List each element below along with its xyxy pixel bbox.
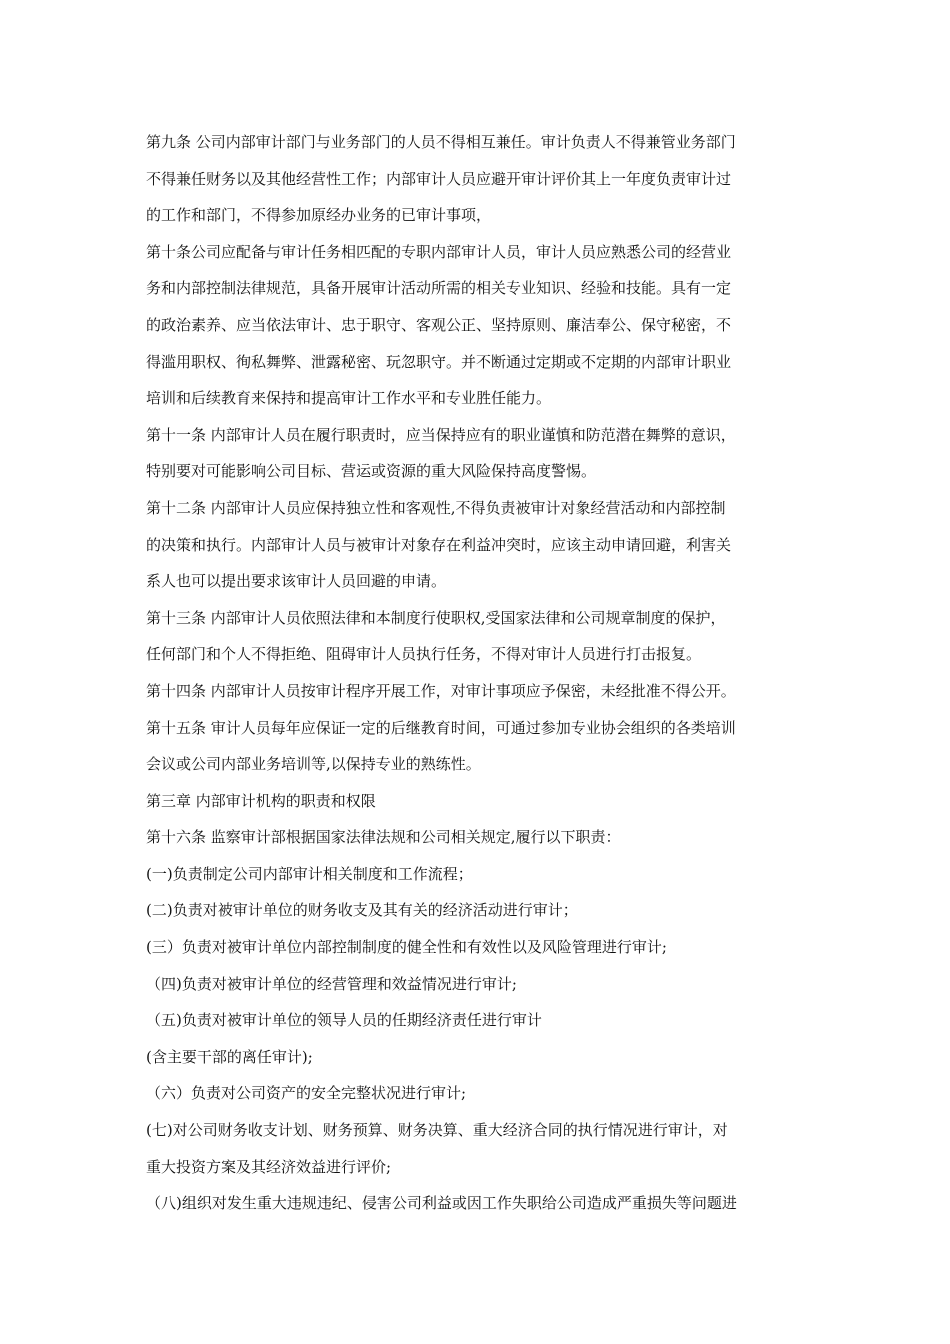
text-line: 重大投资方案及其经济效益进行评价; [146, 1157, 392, 1176]
text-line: 第十三条 内部审计人员依照法律和本制度行使职权,受国家法律和公司规章制度的保护， [146, 608, 726, 627]
list-item: （四)负责对被审计单位的经营管理和效益情况进行审计; [146, 974, 517, 993]
text-line: 的工作和部门，不得参加原经办业务的已审计事项， [146, 206, 492, 225]
list-item: (二)负责对被审计单位的财务收支及其有关的经济活动进行审计； [146, 901, 578, 920]
text-line: (含主要干部的离任审计); [146, 1047, 313, 1066]
text-line: 培训和后续教育来保持和提高审计工作水平和专业胜任能力。 [146, 389, 552, 408]
text-line: 不得兼任财务以及其他经营性工作；内部审计人员应避开审计评价其上一年度负责审计过 [146, 169, 732, 188]
text-line: 第十五条 审计人员每年应保证一定的后继教育时间，可通过参加专业协会组织的各类培训 [146, 718, 736, 737]
text-line: 特别要对可能影响公司目标、营运或资源的重大风险保持高度警惕。 [146, 462, 597, 481]
text-line: 系人也可以提出要求该审计人员回避的申请。 [146, 572, 447, 591]
text-line: 第十条公司应配备与审计任务相匹配的专职内部审计人员，审计人员应熟悉公司的经营业 [146, 242, 732, 261]
text-line: 第十一条 内部审计人员在履行职责时，应当保持应有的职业谨慎和防范潜在舞弊的意识， [146, 425, 736, 444]
document-body [146, 124, 810, 1222]
list-item: （八)组织对发生重大违规违纪、侵害公司利益或因工作失职给公司造成严重损失等问题进 [146, 1194, 737, 1213]
text-line: 第十二条 内部审计人员应保持独立性和客观性,不得负责被审计对象经营活动和内部控制 [146, 498, 726, 517]
text-line: 第十六条 监察审计部根据国家法律法规和公司相关规定,履行以下职责： [146, 828, 621, 847]
text-line: 的决策和执行。内部审计人员与被审计对象存在利益冲突时，应该主动申请回避，利害关 [146, 535, 732, 554]
chapter-heading: 第三章 内部审计机构的职责和权限 [146, 791, 376, 810]
text-line: 的政治素养、应当依法审计、忠于职守、客观公正、坚持原则、廉洁奉公、保守秘密，不 [146, 315, 732, 334]
text-line: 得滥用职权、徇私舞弊、泄露秘密、玩忽职守。并不断通过定期或不定期的内部审计职业 [146, 352, 732, 371]
text-line: 第九条 公司内部审计部门与业务部门的人员不得相互兼任。审计负责人不得兼管业务部门 [146, 133, 736, 151]
text-line: 任何部门和个人不得拒绝、阻碍审计人员执行任务，不得对审计人员进行打击报复。 [146, 645, 702, 664]
text-line: 务和内部控制法律规范，具备开展审计活动所需的相关专业知识、经验和技能。具有一定 [146, 279, 732, 298]
list-item: （六）负责对公司资产的安全完整状况进行审计; [146, 1084, 467, 1103]
list-item: (三）负责对被审计单位内部控制制度的健全性和有效性以及风险管理进行审计; [146, 938, 667, 957]
text-line: 会议或公司内部业务培训等,以保持专业的熟练性。 [146, 755, 481, 774]
text-line: 第十四条 内部审计人员按审计程序开展工作，对审计事项应予保密，未经批准不得公开。 [146, 681, 736, 700]
list-item: (一)负责制定公司内部审计相关制度和工作流程； [146, 864, 473, 883]
list-item: （五)负责对被审计单位的领导人员的任期经济责任进行审计 [146, 1011, 542, 1030]
list-item: (七)对公司财务收支计划、财务预算、财务决算、重大经济合同的执行情况进行审计，对 [146, 1121, 728, 1140]
